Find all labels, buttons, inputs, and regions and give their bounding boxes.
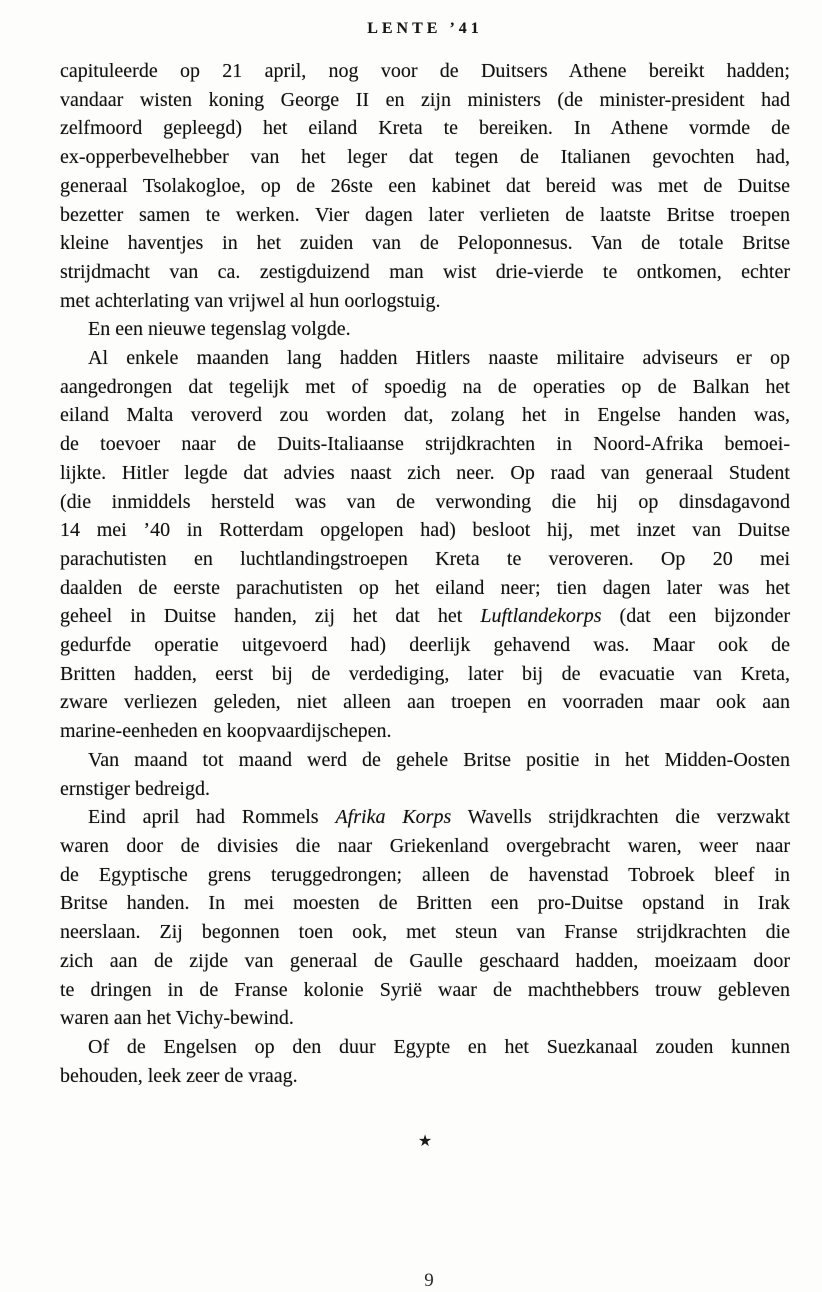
text-segment: gedurfde operatie uitgevoerd had) deerlijk gehavend was. Maar ook de: [60, 634, 790, 657]
text-line: [60, 889, 790, 918]
text-segment: Britten hadden, eerst bij de verdediging, later bij de evacuatie van Kreta,: [60, 662, 790, 685]
text-line: [60, 258, 790, 287]
text-line: [60, 459, 790, 488]
text-segment: (dat een bijzonder: [601, 605, 790, 628]
text-segment: Eind april had Rommels: [88, 806, 336, 829]
text-line: [60, 918, 790, 947]
text-segment: waren door de divisies die naar Griekenland overgebracht waren, weer naar: [60, 834, 790, 857]
text-line: [60, 229, 790, 258]
text-segment: Wavells strijdkrachten die verzwakt: [451, 806, 790, 829]
text-segment: neerslaan. Zij begonnen toen ook, met steun van Franse strijdkrachten die: [60, 921, 790, 944]
text-line: [60, 1004, 790, 1033]
text-line: [60, 947, 790, 976]
text-segment: lijkte. Hitler legde dat advies naast zich neer. Op raad van generaal Student: [60, 461, 790, 484]
text-segment: bezetter samen te werken. Vier dagen later verlieten de laatste Britse troepen: [60, 203, 790, 226]
text-line: [60, 602, 790, 631]
text-line: [60, 57, 790, 86]
text-segment: waren aan het Vichy-bewind.: [60, 1007, 294, 1030]
text-segment: kleine haventjes in het zuiden van de Peloponnesus. Van de totale Britse: [60, 232, 790, 255]
text-line: [60, 401, 790, 430]
text-line: [60, 430, 790, 459]
text-line: [60, 1062, 790, 1091]
text-line: [60, 631, 790, 660]
text-line: [60, 660, 790, 689]
text-segment: eiland Malta veroverd zou worden dat, zolang het in Engelse handen was,: [60, 404, 790, 427]
text-segment: vandaar wisten koning George II en zijn ministers (de minister-president had: [60, 88, 790, 111]
text-block: [60, 57, 790, 1090]
text-line: [60, 861, 790, 890]
text-segment: zware verliezen geleden, niet alleen aan troepen en voorraden maar ook aan: [60, 691, 790, 714]
text-line: [60, 143, 790, 172]
text-segment: Van maand tot maand werd de gehele Britse positie in het Midden-Oosten: [88, 748, 790, 771]
text-segment: de toevoer naar de Duits-Italiaanse strijdkrachten in Noord-Afrika bemoei-: [60, 433, 790, 456]
text-line: [60, 717, 790, 746]
text-line: [60, 373, 790, 402]
text-segment: zelfmoord gepleegd) het eiland Kreta te bereiken. In Athene vormde de: [60, 117, 790, 140]
text-line: [60, 344, 790, 373]
text-segment: geheel in Duitse handen, zij het dat het: [60, 605, 481, 628]
text-line: [60, 775, 790, 804]
text-segment: capituleerde op 21 april, nog voor de Duitsers Athene bereikt hadden;: [60, 60, 790, 82]
text-segment: marine-eenheden en koopvaardijschepen.: [60, 720, 392, 743]
text-segment: generaal Tsolakogloe, op de 26ste een kabinet dat bereid was met de Duitse: [60, 174, 790, 197]
italic-text-segment: Luftlandekorps: [480, 605, 602, 628]
text-line: [60, 172, 790, 201]
text-line: [60, 545, 790, 574]
text-line: [60, 114, 790, 143]
text-line: [60, 488, 790, 517]
italic-text-segment: Afrika Korps: [335, 806, 452, 829]
text-segment: Britse handen. In mei moesten de Britten een pro-Duitse opstand in Irak: [60, 892, 790, 915]
text-segment: te dringen in de Franse kolonie Syrië waar de machthebbers trouw gebleven: [60, 978, 790, 1001]
text-segment: met achterlating van vrijwel al hun oorlogstuig.: [60, 289, 441, 312]
text-segment: En een nieuwe tegenslag volgde.: [88, 318, 351, 341]
text-segment: (die inmiddels hersteld was van de verwonding die hij op dinsdagavond: [60, 490, 790, 513]
text-segment: strijdmacht van ca. zestigduizend man wist drie-vierde te ontkomen, echter: [60, 260, 790, 283]
text-line: [60, 803, 790, 832]
text-segment: Al enkele maanden lang hadden Hitlers naaste militaire adviseurs er op: [88, 347, 790, 370]
text-line: [60, 574, 790, 603]
text-segment: ex-opperbevelhebber van het leger dat tegen de Italianen gevochten had,: [60, 146, 790, 169]
text-line: [60, 976, 790, 1005]
section-divider-star: ★: [417, 1133, 433, 1150]
text-segment: Of de Engelsen op den duur Egypte en het Suezkanaal zouden kunnen: [88, 1035, 790, 1058]
text-segment: 14 mei ’40 in Rotterdam opgelopen had) besloot hij, met inzet van Duitse: [60, 519, 790, 542]
text-line: [60, 832, 790, 861]
text-segment: zich aan de zijde van generaal de Gaulle geschaard hadden, moeizaam door: [60, 949, 790, 972]
text-segment: ernstiger bedreigd.: [60, 777, 210, 800]
text-segment: parachutisten en luchtlandingstroepen Kreta te veroveren. Op 20 mei: [60, 547, 790, 570]
text-segment: de Egyptische grens teruggedrongen; alleen de havenstad Tobroek bleef in: [60, 863, 790, 886]
text-line: [60, 516, 790, 545]
text-line: [60, 86, 790, 115]
text-line: [60, 1033, 790, 1062]
text-line: [60, 688, 790, 717]
text-segment: behouden, leek zeer de vraag.: [60, 1064, 298, 1087]
text-segment: daalden de eerste parachutisten op het eiland neer; tien dagen later was het: [60, 576, 790, 599]
text-segment: aangedrongen dat tegelijk met of spoedig na de operaties op de Balkan het: [60, 375, 790, 398]
text-line: [60, 315, 790, 344]
text-line: [60, 746, 790, 775]
text-line: [60, 201, 790, 230]
page-number-partial: 9: [424, 1270, 434, 1291]
text-line: [60, 287, 790, 316]
running-head: LENTE ’41: [367, 20, 483, 37]
